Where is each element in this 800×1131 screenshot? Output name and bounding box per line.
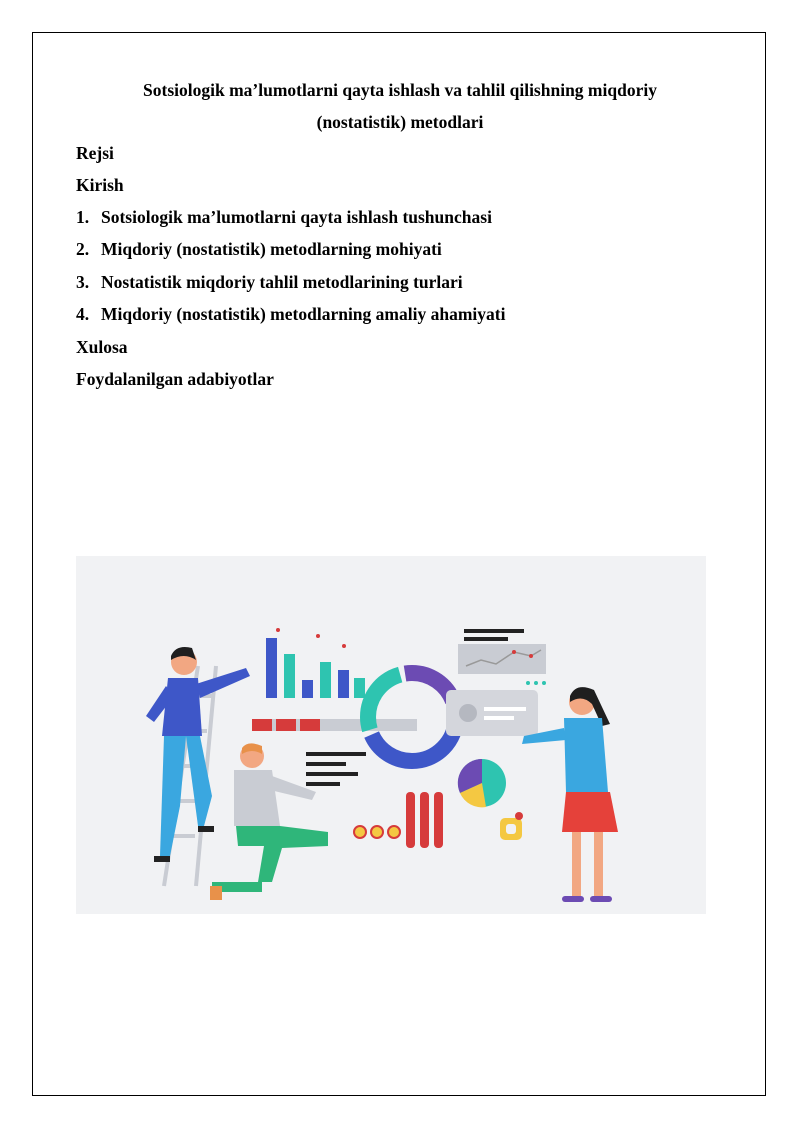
conclusion-item: Xulosa xyxy=(76,337,128,357)
title-line-1: Sotsiologik ma’lumotlarni qayta ishlash va tahlil qilishning miqdoriy xyxy=(143,80,657,100)
plan-heading: Rejsi xyxy=(76,143,114,163)
plan-item-number: 1. xyxy=(76,207,90,227)
red-cylinders-graphic xyxy=(406,792,443,848)
plan-item-3 xyxy=(76,271,463,293)
coins-graphic xyxy=(354,826,400,838)
progress-bar-graphic xyxy=(252,719,417,731)
plan-item-number: 3. xyxy=(76,272,90,292)
plan-item-text: Miqdoriy (nostatistik) metodlarning amaliy ahamiyati xyxy=(101,304,506,324)
references-item: Foydalanilgan adabiyotlar xyxy=(76,369,274,389)
document-title xyxy=(76,74,724,138)
data-analysis-illustration xyxy=(76,556,706,914)
plan-item-text: Miqdoriy (nostatistik) metodlarning mohiyati xyxy=(101,239,442,259)
profile-card-graphic xyxy=(446,690,538,736)
plan-item-text: Sotsiologik ma’lumotlarni qayta ishlash tushunchasi xyxy=(101,207,492,227)
title-line-2: (nostatistik) metodlari xyxy=(316,112,484,132)
plan-item-1 xyxy=(76,206,492,228)
plan-item-number: 2. xyxy=(76,239,90,259)
plan-item-4 xyxy=(76,303,505,325)
plan-item-number: 4. xyxy=(76,304,90,324)
pie-chart-graphic xyxy=(458,759,506,807)
intro-item: Kirish xyxy=(76,175,124,195)
plan-item-text: Nostatistik miqdoriy tahlil metodlarining turlari xyxy=(101,272,463,292)
plan-item-2 xyxy=(76,238,442,260)
